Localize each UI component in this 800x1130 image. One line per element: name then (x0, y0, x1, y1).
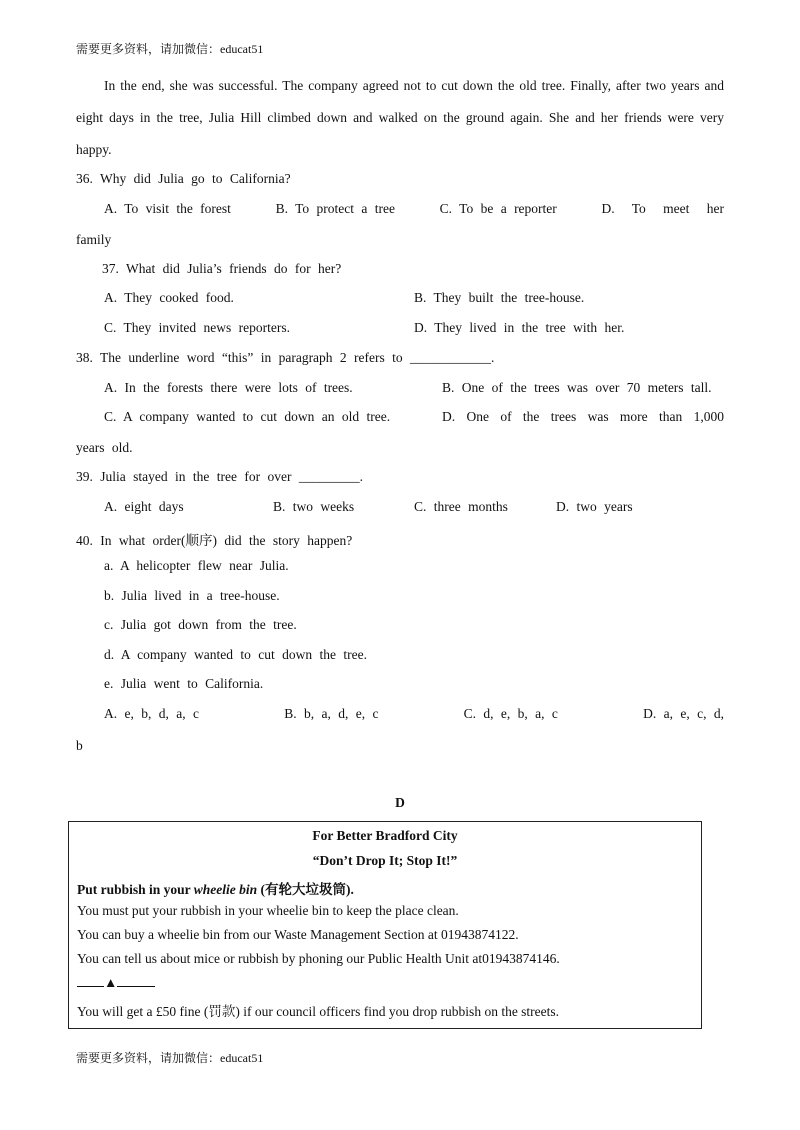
notice-slogan: “Don’t Drop It; Stop It!” (312, 853, 458, 868)
heading-text: (有轮大垃圾筒). (257, 882, 354, 897)
option-c: C. To be a reporter (439, 201, 557, 216)
notice-line: You will get a £50 fine (罚款) if our council officers find you drop rubbish on the streets. (77, 1004, 560, 1019)
notice-heading (77, 878, 354, 898)
question-37-stem: 37. What did Julia’s friends do for her? (102, 261, 342, 276)
page-footer: 需要更多资料，请加微信：educat51 (76, 1051, 264, 1065)
passage-line: eight days in the tree, Julia Hill climbed down and walked on the ground again. She and her friends were very (76, 110, 724, 125)
option-d-continued: b (76, 738, 83, 753)
event-item: c. Julia got down from the tree. (104, 617, 297, 632)
event-item: d. A company wanted to cut down the tree. (104, 647, 367, 662)
option-b: B. One of the trees was over 70 meters tall. (442, 380, 712, 395)
notice-line: You can tell us about mice or rubbish by phoning our Public Health Unit at01943874146. (77, 951, 560, 966)
option-d: D. a, e, c, d, (643, 706, 724, 721)
option-c: C. A company wanted to cut down an old tree. (104, 409, 391, 424)
page-header: 需要更多资料，请加微信：educat51 (76, 42, 264, 56)
option-d: D. One of the trees was more than 1,000 (442, 409, 724, 424)
question-40-stem: 40. In what order(顺序) did the story happen? (76, 533, 353, 548)
section-label: D (395, 795, 405, 810)
option-d: D. two years (556, 499, 633, 514)
option-d-continued: family (76, 232, 112, 247)
option-d-continued: years old. (76, 440, 133, 455)
heading-emphasis: wheelie bin (193, 882, 258, 897)
option-d: D. To meet her (601, 201, 724, 216)
option-a: A. They cooked food. (104, 290, 234, 305)
passage-line: happy. (76, 142, 112, 157)
notice-line: You must put your rubbish in your wheelie bin to keep the place clean. (77, 903, 459, 918)
option-c: C. d, e, b, a, c (463, 706, 558, 721)
option-b: B. b, a, d, e, c (284, 706, 379, 721)
option-c: C. They invited news reporters. (104, 320, 290, 335)
option-a: A. e, b, d, a, c (104, 706, 199, 721)
option-a: A. eight days (104, 499, 184, 514)
option-b: B. two weeks (273, 499, 355, 514)
question-39-stem: 39. Julia stayed in the tree for over _________. (76, 469, 363, 484)
event-item: e. Julia went to California. (104, 676, 264, 691)
option-b: B. To protect a tree (275, 201, 395, 216)
event-item: a. A helicopter flew near Julia. (104, 558, 289, 573)
notice-blank-line (77, 975, 155, 991)
event-item: b. Julia lived in a tree-house. (104, 588, 280, 603)
question-38-stem: 38. The underline word “this” in paragraph 2 refers to ____________. (76, 350, 495, 365)
option-c: C. three months (414, 499, 508, 514)
question-40-options (104, 706, 724, 722)
notice-box (68, 821, 702, 1029)
option-a: A. To visit the forest (104, 201, 231, 216)
option-a: A. In the forests there were lots of trees. (104, 380, 353, 395)
blank-underline (77, 975, 104, 987)
notice-line: You can buy a wheelie bin from our Waste Management Section at 01943874122. (77, 927, 519, 942)
notice-title: For Better Bradford City (312, 828, 458, 843)
passage-line: In the end, she was successful. The company agreed not to cut down the old tree. Finally, after two years and (104, 78, 724, 93)
question-36-stem: 36. Why did Julia go to California? (76, 171, 291, 186)
blank-underline (117, 975, 155, 987)
heading-text: Put rubbish in your (77, 882, 194, 897)
question-36-options (104, 201, 724, 217)
option-d: D. They lived in the tree with her. (414, 320, 625, 335)
triangle-marker: ▲ (104, 975, 118, 990)
option-b: B. They built the tree-house. (414, 290, 585, 305)
